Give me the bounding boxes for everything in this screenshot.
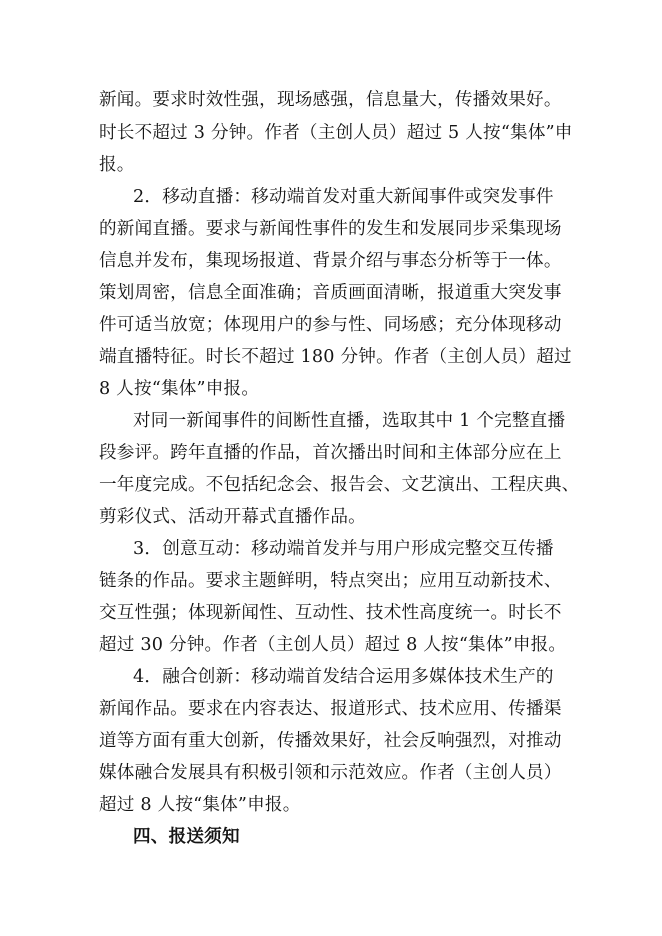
body-line: 一年度完成。不包括纪念会、报告会、文艺演出、工程庆典、	[99, 475, 580, 495]
body-line: 新闻。要求时效性强，现场感强，信息量大，传播效果好。	[99, 90, 562, 110]
body-line: 剪彩仪式、活动开幕式直播作品。	[99, 507, 366, 527]
body-line: 件可适当放宽；体现用户的参与性、同场感；充分体现移动	[99, 315, 562, 335]
body-line: 端直播特征。时长不超过 180 分钟。作者（主创人员）超过	[99, 347, 572, 367]
body-line: 信息并发布，集现场报道、背景介绍与事态分析等于一体。	[99, 251, 562, 271]
body-line: 段参评。跨年直播的作品，首次播出时间和主体部分应在上	[99, 443, 562, 463]
paragraph-fusion-innovation-start: 4．融合创新：移动端首发结合运用多媒体技术生产的	[133, 667, 554, 687]
body-line: 时长不超过 3 分钟。作者（主创人员）超过 5 人按“集体”申	[99, 123, 573, 143]
body-line: 新闻作品。要求在内容表达、报道形式、技术应用、传播渠	[99, 699, 562, 719]
paragraph-intermittent-live-start: 对同一新闻事件的间断性直播，选取其中 1 个完整直播	[133, 411, 566, 431]
body-line: 报。	[99, 155, 135, 175]
body-line: 交互性强；体现新闻性、互动性、技术性高度统一。时长不	[99, 603, 562, 623]
body-line: 超过 8 人按“集体”申报。	[99, 795, 301, 815]
paragraph-creative-interaction-start: 3．创意互动：移动端首发并与用户形成完整交互传播	[133, 539, 554, 559]
paragraph-mobile-live-start: 2．移动直播：移动端首发对重大新闻事件或突发事件	[133, 187, 554, 207]
section-heading: 四、报送须知	[133, 826, 240, 847]
body-line: 媒体融合发展具有积极引领和示范效应。作者（主创人员）	[99, 763, 562, 783]
body-line: 策划周密，信息全面准确；音质画面清晰，报道重大突发事	[99, 283, 562, 303]
body-line: 道等方面有重大创新，传播效果好，社会反响强烈，对推动	[99, 731, 562, 751]
body-line: 8 人按“集体”申报。	[99, 379, 260, 399]
body-line: 超过 30 分钟。作者（主创人员）超过 8 人按“集体”申报。	[99, 635, 567, 655]
body-line: 的新闻直播。要求与新闻性事件的发生和发展同步采集现场	[99, 219, 562, 239]
body-line: 链条的作品。要求主题鲜明，特点突出；应用互动新技术、	[99, 571, 562, 591]
